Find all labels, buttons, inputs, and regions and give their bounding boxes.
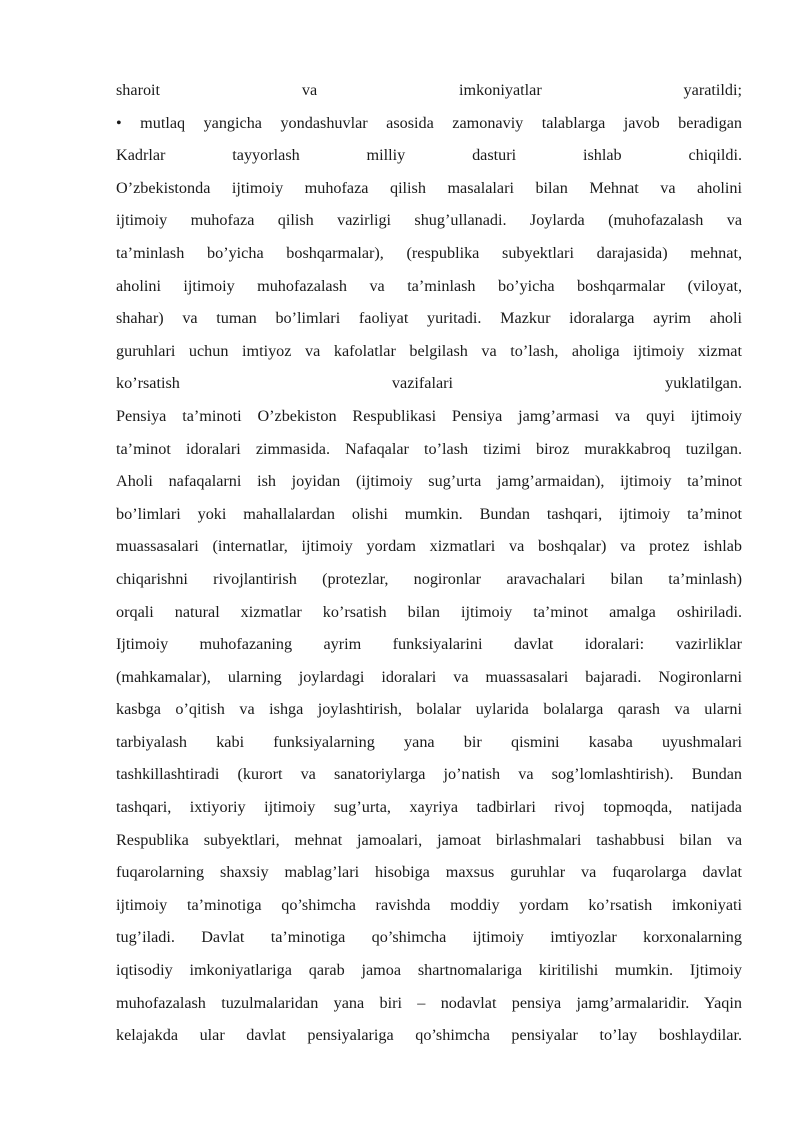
text-line: muhofazalash tuzulmalaridan yana biri – nodavlat pensiya jamg’armalaridir. Yaqin bbox=[116, 993, 742, 1012]
text-line: Respublika subyektlari, mehnat jamoalari, jamoat birlashmalari tashabbusi bilan va bbox=[116, 830, 742, 849]
text-line: tashqari, ixtiyoriy ijtimoiy sug’urta, xayriya tadbirlari rivoj topmoqda, natijada bbox=[116, 798, 742, 817]
text-line: aholini ijtimoiy muhofazalash va ta’minlash bo’yicha boshqarmalar (viloyat, bbox=[116, 276, 742, 295]
text-line: muassasalari (internatlar, ijtimoiy yordam xizmatlari va boshqalar) va protez ishlab bbox=[116, 537, 742, 556]
text-line: ijtimoiy muhofaza qilish vazirligi shug’ullanadi. Joylarda (muhofazalash va bbox=[116, 211, 742, 230]
text-line: chiqarishni rivojlantirish (protezlar, nogironlar aravachalari bilan ta’minlash) bbox=[116, 569, 742, 588]
text-line: • mutlaq yangicha yondashuvlar asosida zamonaviy talablarga javob beradigan bbox=[116, 113, 742, 132]
text-line: ta’minot idoralari zimmasida. Nafaqalar to’lash tizimi biroz murakkabroq tuzilgan. bbox=[116, 439, 742, 458]
text-line: fuqarolarning shaxsiy mablag’lari hisobiga maxsus guruhlar va fuqarolarga davlat bbox=[116, 863, 742, 882]
text-line: Kadrlar tayyorlash milliy dasturi ishlab chiqildi. bbox=[116, 146, 742, 165]
text-line: ta’minlash bo’yicha boshqarmalar), (respublika subyektlari darajasida) mehnat, bbox=[116, 243, 742, 262]
text-line: Ijtimoiy muhofazaning ayrim funksiyalarini davlat idoralari: vazirliklar bbox=[116, 635, 742, 654]
text-line: Aholi nafaqalarni ish joyidan (ijtimoiy sug’urta jamg’armaidan), ijtimoiy ta’minot bbox=[116, 472, 742, 491]
text-line: shahar) va tuman bo’limlari faoliyat yuritadi. Mazkur idoralarga ayrim aholi bbox=[116, 309, 742, 328]
text-line: guruhlari uchun imtiyoz va kafolatlar belgilash va to’lash, aholiga ijtimoiy xizmat bbox=[116, 341, 742, 360]
text-line: kelajakda ular davlat pensiyalariga qo’shimcha pensiyalar to’lay boshlaydilar. bbox=[116, 1026, 742, 1045]
text-line: tug’iladi. Davlat ta’minotiga qo’shimcha ijtimoiy imtiyozlar korxonalarning bbox=[116, 928, 742, 947]
text-line: tarbiyalash kabi funksiyalarning yana bir qismini kasaba uyushmalari bbox=[116, 732, 742, 751]
text-line: (mahkamalar), ularning joylardagi idoralari va muassasalari bajaradi. Nogironlarni bbox=[116, 667, 742, 686]
text-line: tashkillashtiradi (kurort va sanatoriylarga jo’natish va sog’lomlashtirish). Bundan bbox=[116, 765, 742, 784]
text-line: orqali natural xizmatlar ko’rsatish bilan ijtimoiy ta’minot amalga oshiriladi. bbox=[116, 602, 742, 621]
text-line: bo’limlari yoki mahallalardan olishi mumkin. Bundan tashqari, ijtimoiy ta’minot bbox=[116, 504, 742, 523]
text-line: iqtisodiy imkoniyatlariga qarab jamoa shartnomalariga kiritilishi mumkin. Ijtimoiy bbox=[116, 961, 742, 980]
text-line: kasbga o’qitish va ishga joylashtirish, bolalar uylarida bolalarga qarash va ularni bbox=[116, 700, 742, 719]
text-line: ijtimoiy ta’minotiga qo’shimcha ravishda moddiy yordam ko’rsatish imkoniyati bbox=[116, 895, 742, 914]
text-line: ko’rsatish vazifalari yuklatilgan. bbox=[116, 374, 742, 393]
text-line: Pensiya ta’minoti O’zbekiston Respublikasi Pensiya jamg’armasi va quyi ijtimoiy bbox=[116, 406, 742, 425]
text-line: O’zbekistonda ijtimoiy muhofaza qilish masalalari bilan Mehnat va aholini bbox=[116, 178, 742, 197]
text-line: sharoit va imkoniyatlar yaratildi; bbox=[116, 81, 742, 99]
body-text bbox=[116, 74, 742, 1052]
